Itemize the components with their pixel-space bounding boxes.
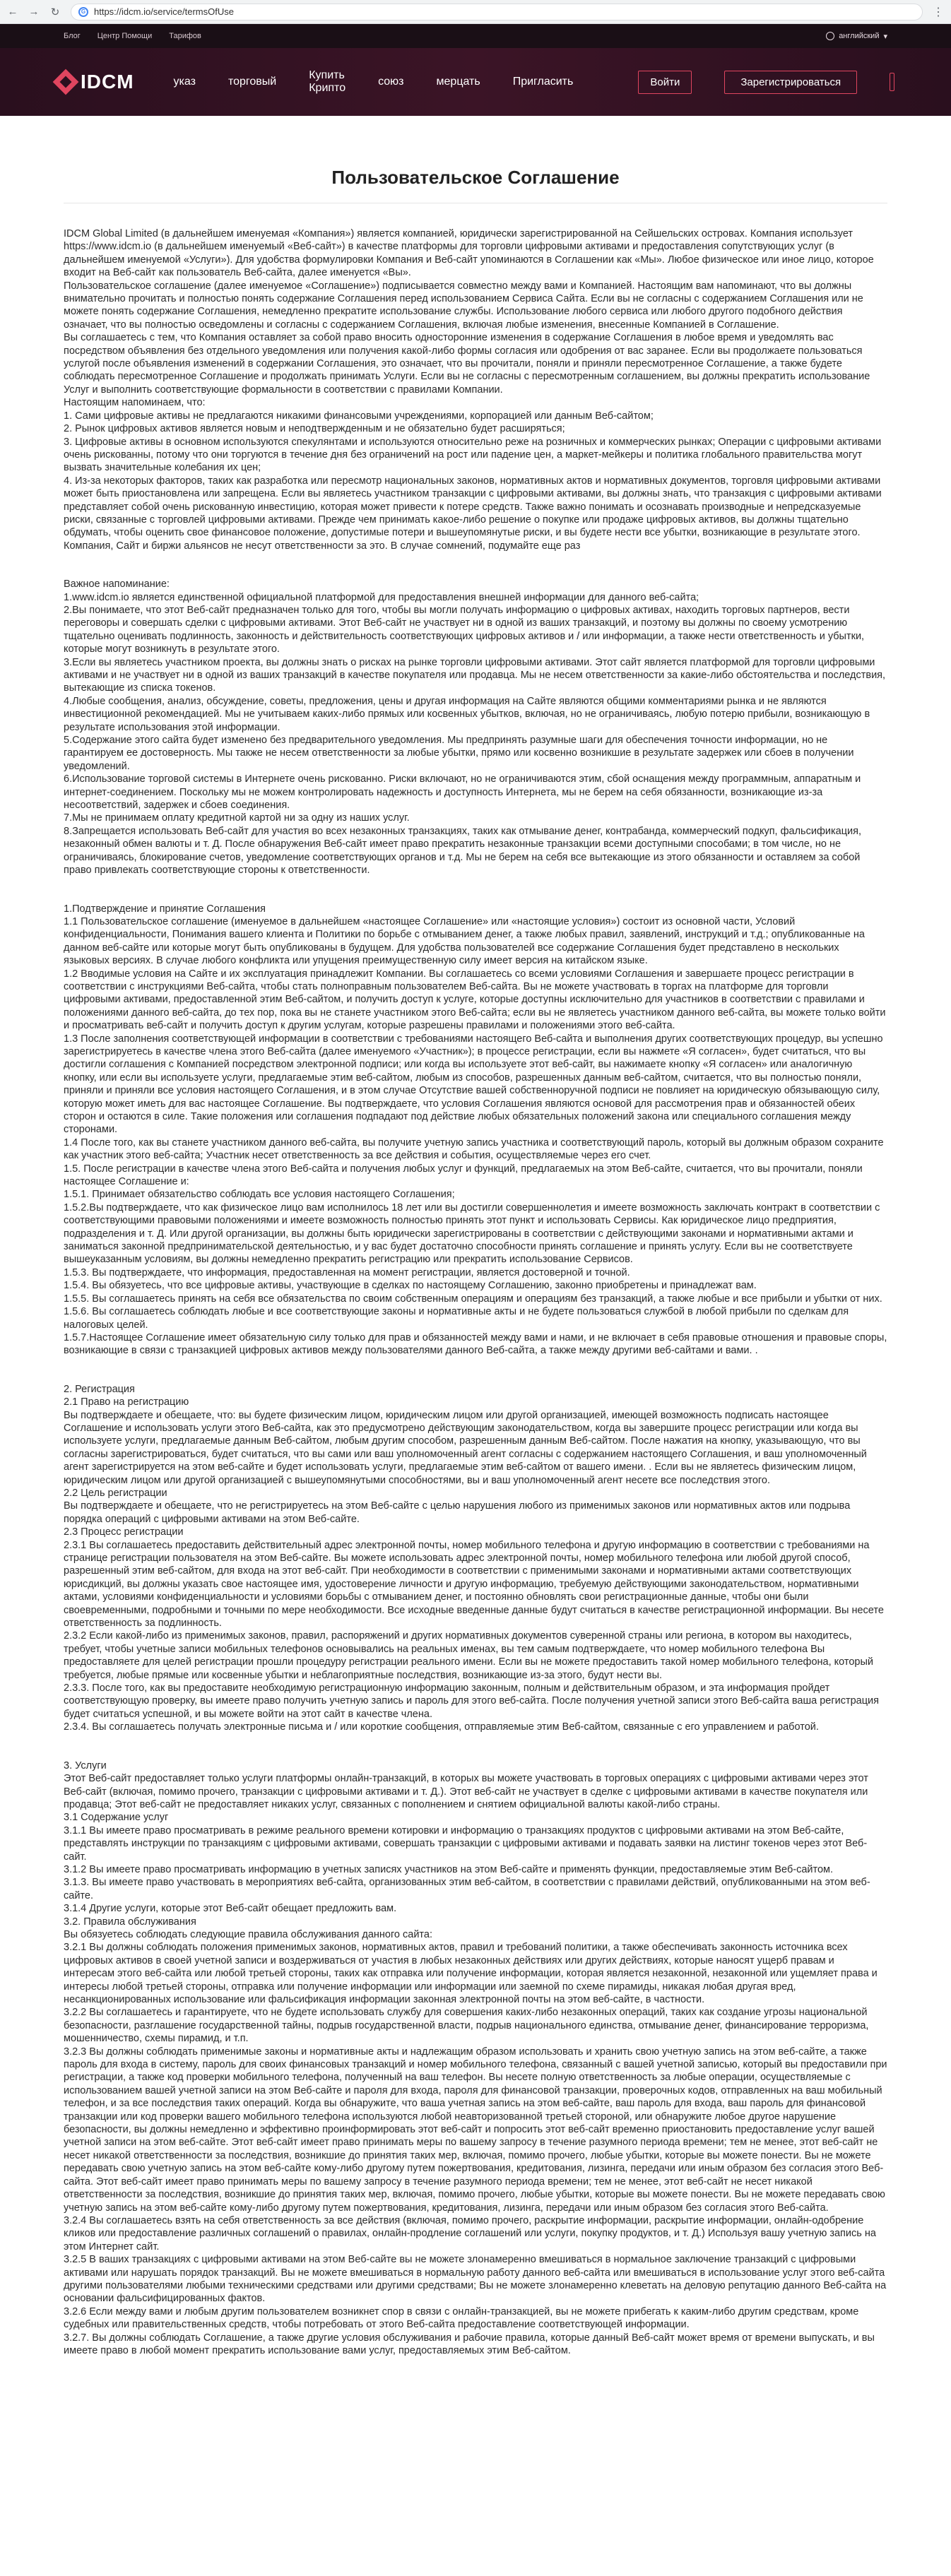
terms-paragraph: IDCM Global Limited (в дальнейшем именуемая «Компания») является компанией, юридически зарегистрированной на Сейшельских островах. Компания использует https://www.idcm.io (в дальнейшем именуемый «Веб-сайт») в качестве платформы для торговли цифровыми активами и предоставления сопутствующих услуг (в дальнейшем именуемой «Услуги»). Для удобства формулировки Компания и Веб-сайт упоминаются в Соглашении как «Мы». Любое физическое или иное лицо, которое входит на Веб-сайт как пользователь Веб-сайта, далее именуется «Вы». (64, 228, 874, 279)
terms-paragraph: 4.Любые сообщения, анализ, обсуждение, советы, предложения, цены и другая информация на Сайте являются общими комментариями рынка и не являются инвестиционной рекомендацией. Мы не учитываем каких-либо прямых или косвенных убытков, включая, но не ограничиваясь, любую потерю прибыли, возникающую в результате использования этой информации. (64, 695, 870, 733)
terms-paragraph: Важное напоминание: (64, 578, 170, 590)
terms-paragraph: Этот Веб-сайт предоставляет только услуги платформы онлайн-транзакций, в которых вы можете участвовать в торговых операциях с цифровыми активами через этот Веб-сайт (включая, помимо прочего, транзакции с цифровыми активами и т. Д.). Этот веб-сайт не участвует в сделке с цифровыми активами в качестве покупателя или продавца; Этот веб-сайт не предоставляет никаких услуг, связанных с пополнением и снятием официальной валюты какой-либо страны. (64, 1773, 868, 1810)
page-title: Пользовательское Соглашение (64, 167, 887, 203)
terms-section (64, 578, 887, 877)
terms-paragraph: 3. Цифровые активы в основном используются спекулянтами и используются относительно реже на розничных и коммерческих рынках; Операции с цифровыми активами очень рискованны, потому что они торгуются в течение дня без ограничений на рост или падение цен, а маркет-мейкеры и политика глобального правительства могут вызвать значительные колебания их цен; (64, 436, 882, 474)
terms-paragraph: Вы соглашаетесь с тем, что Компания оставляет за собой право вносить односторонние изменения в содержание Соглашения в любое время и уведомлять вас посредством объявления без отдельного уведомления или получения какой-либо формы согласия или одобрения от вас заранее. Если вы продолжаете пользоваться услугой после объявления изменений в содержании Соглашения, это означает, что вы прочитали, поняли и приняли пересмотренное Соглашение, а также будете соблюдать пересмотренное Соглашение и продолжать принимать Услуги. Если вы не согласны с пересмотренным соглашением, вы должны прекратить использование Услуг и выполнить соответствующие формальности в соответствии с правилами Компании. (64, 332, 870, 396)
terms-content (0, 116, 951, 2357)
terms-paragraph: 2.2 Цель регистрации (64, 1487, 167, 1499)
terms-paragraph: 3.2.6 Если между вами и любым другим пользователем возникнет спор в связи с онлайн-транзакцией, вы не можете прибегать к каким-либо другим средствам, кроме судебных или правительственных средств, чтобы потребовать от этого Веб-сайта предоставление соответствующей информации. (64, 2305, 859, 2331)
language-label: английский (839, 32, 880, 40)
nav-item-buy-crypto[interactable]: Купить Крипто (309, 69, 346, 94)
terms-section (64, 903, 887, 1358)
terms-paragraph: 3.1.4 Другие услуги, которые этот Веб-сайт обещает предложить вам. (64, 1903, 397, 1915)
terms-paragraph: Настоящим напоминаем, что: (64, 397, 206, 409)
terms-paragraph: 1.5.6. Вы соглашаетесь соблюдать любые и все соответствующие законы и нормативные акты и не будете пользоваться службой в любой прибыли по сделкам для налоговых целей. (64, 1306, 849, 1331)
terms-sections (64, 227, 887, 2357)
terms-paragraph: 1.2 Вводимые условия на Сайте и их эксплуатация принадлежит Компании. Вы соглашаетесь со всеми условиями Соглашения и завершаете процесс регистрации в соответствии с инструкциями Веб-сайта, чтобы стать полноправным пользователем Веб-сайта. Вы не можете участвовать в торгах на платформе для торговли цифровыми активами, предоставленной этим Веб-сайтом, и получить доступ к услуге, которые доступны исключительно для участников в соответствии с правилами и положениями данного веб-сайта, до тех пор, пока вы не станете участником этого Веб-сайта; если вы не являетесь участником данного веб-сайта, вы можете только войти и просматривать веб-сайт и получить доступ к другим услугам, которые разрешены правилами и положениями этого веб-сайта. (64, 968, 886, 1032)
language-selector[interactable] (826, 32, 887, 41)
terms-paragraph: 8.Запрещается использовать Веб-сайт для участия во всех незаконных транзакциях, таких как отмывание денег, контрабанда, коммерческий подкуп, фальсификация, незаконный обмен валюты и т. Д. После обнаружения Веб-сайт имеет право прекратить незаконные транзакции всеми доступными способами; в том числе, но не ограничиваясь, блокирование счетов, уведомление соответствующих органов и т.д. Мы не берем на себя все вытекающие из этого обязанности и оставляем за собой право привлекать соответствующие стороны к ответственности. (64, 825, 862, 877)
terms-paragraph: Пользовательское соглашение (далее именуемое «Соглашение») подписывается совместно между вами и Компанией. Настоящим вам напоминают, что вы должны внимательно прочитать и полностью понять содержание Соглашения перед использованием Сервиса Сайта. Если вы не согласны с содержанием Соглашения или не можете понять содержание Соглашения, немедленно прекратите использование службы. Использование любого сервиса или любого другого подобного действия означает, что вы полностью осведомлены и согласны с содержанием Соглашения, включая любые изменения, внесенные Компанией в Соглашение. (64, 280, 863, 331)
globe-icon (826, 32, 834, 40)
terms-paragraph: 1.5.2.Вы подтверждаете, что как физическое лицо вам исполнилось 18 лет или вы достигли совершеннолетия и имеете возможность заключать контракт в соответствии с соответствующими правовыми положениями и имеете возможность полностью принять этот пункт и использовать Сервисы. Как юридическое лицо предприятия, подразделения и т. Д. Или другой организации, вы должны быть юридически зарегистрированы в соответствии с действующими законами и нормативными актами и заниматься законной предпринимательской деятельностью, и у вас будет достаточно способности принять соглашение и принять услугу. Если вы не соответствуете вышеуказанным условиям, вы должны немедленно прекратить регистрацию или прекратить использование Сервисов. (64, 1201, 880, 1266)
address-bar[interactable] (71, 4, 923, 20)
terms-paragraph: 2. Регистрация (64, 1383, 135, 1395)
login-button[interactable]: Войти (638, 71, 692, 94)
terms-paragraph: 3.2.1 Вы должны соблюдать положения применимых законов, нормативных актов, правил и требований политики, а также обеспечивать законность источника всех цифровых активов в своей учетной записи и воздерживаться от участия в любых незаконных действиях или других действиях, которые наносят ущерб правам и интересам этого веб-сайта или любой третьей стороны, таких как отправка или получение информации, которая является незаконной, незаконной или ущемляет права и интересы любой третьей стороны, отправка или получение информации или информации или заемной по схеме пирамиды, никакая любая другая вред, несанкционированных использование или фальсификация информации законная электронной почты на этом веб-сайте, в частности. (64, 1942, 878, 2005)
logo-text: IDCM (81, 71, 134, 93)
terms-paragraph: 3.1.1 Вы имеете право просматривать в режиме реального времени котировки и информацию о транзакциях продуктов с цифровыми активами на этом Веб-сайте, представлять инструкции по транзакциям с цифровыми активами, совершать транзакции с цифровыми активами и подавать заявки на листинг токенов через этот Веб-сайт. (64, 1824, 868, 1863)
terms-paragraph: 6.Использование торговой системы в Интернете очень рискованно. Риски включают, но не ограничиваются этим, сбой оснащения между программным, аппаратным и интернет-соединением. Поскольку мы не можем контролировать надежность и доступность Интернета, мы не берем на себя обязанности, возникающие из-за несоответствий, задержек и сбоев соединения. (64, 773, 861, 812)
toplink-blog[interactable]: Блог (64, 32, 81, 40)
terms-paragraph: 3. Услуги (64, 1759, 107, 1771)
terms-paragraph: 1. Сами цифровые активы не предлагаются никакими финансовыми учреждениями, корпорацией или данным Веб-сайтом; (64, 410, 654, 422)
terms-paragraph: 2.3.1 Вы соглашаетесь предоставить действительный адрес электронной почты, номер мобильного телефона и другую информацию в соответствии с требованиями на странице регистрации пользователя на этом Веб-сайте. Вы можете использовать адрес электронной почты, номер мобильного телефона или любой другой способ, разрешенный этим веб-сайтом, для входа на этот веб-сайт. При необходимости в соответствии с применимыми законами и нормативными актами соответствующих юрисдикций, вы должны указать свое настоящее имя, удостоверение личности и другую информацию, требуемую действующими законодательством, нормативными актами, условиями конфиденциальности и условиями борьбы с отмыванием денег, и постоянно обновлять свои регистрационные данные, чтобы они были своевременными, подробными и точными по мере необходимости. Все исходные введенные данные будут считаться в качестве регистрационной информации. Вы несете ответственность за подлинность. (64, 1539, 884, 1630)
browser-menu-icon[interactable]: ⋮ (933, 6, 944, 18)
terms-paragraph: 1.Подтверждение и принятие Соглашения (64, 903, 266, 915)
terms-paragraph: 3.1 Содержание услуг (64, 1812, 169, 1824)
terms-paragraph: 4. Из-за некоторых факторов, таких как разработка или пересмотр национальных законов, нормативных актов и нормативных документов, торговля цифровыми активами может быть приостановлена или запрещена. Если вы являетесь участником транзакции с цифровыми активами, вы должны знать, что транзакция с цифровыми активами представляет собой очень рискованную инвестицию, которая может привести к потере средств. Также важно понимать и осознавать производные и непредсказуемые риски, связанные с торговлей цифровыми активами. Прежде чем принимать какое-либо решение о покупке или продаже цифровых активов, вы должны тщательно обдумать, чтобы оценить свое финансовое положение, допустимые потери и вышеупомянутые риски, и вы будете нести все убытки, возникающие в результате этого. Компания, Сайт и биржи альянсов не несут ответственности за это. В случае сомнений, подумайте еще раз (64, 475, 882, 552)
terms-paragraph: 1.5. После регистрации в качестве члена этого Веб-сайта и получения любых услуг и функций, предлагаемых на этом Веб-сайте, считается, что вы прочитали, поняли настоящее Соглашение и: (64, 1163, 863, 1188)
toplink-fees[interactable]: Тарифов (169, 32, 201, 40)
terms-paragraph: 3.2.7. Вы должны соблюдать Соглашение, а также другие условия обслуживания и рабочие правила, которые данный Веб-сайт может время от времени выпускать, и вы имеете право в любой момент прекратить использование вами услуг, предоставляемых этим Веб-сайтом. (64, 2332, 875, 2356)
toplink-help-center[interactable]: Центр Помощи (97, 32, 153, 40)
terms-paragraph: 2.3.3. После того, как вы предоставите необходимую регистрационную информацию законным, полным и действительным образом, и эта информация пройдет соответствующую проверку, вы имеете право получить учетную запись и пароль для этого веб-сайта. После получения учетной записи этого Веб-сайта ваша регистрация будет считаться успешной, и вы можете войти на этот сайт в качестве члена. (64, 1682, 879, 1720)
nav-item-invite[interactable]: Пригласить (512, 76, 574, 88)
terms-paragraph: 1.5.3. Вы подтверждаете, что информация, предоставленная на момент регистрации, является достоверной и точной. (64, 1266, 630, 1278)
top-links-bar (0, 24, 951, 48)
terms-paragraph: 7.Мы не принимаем оплату кредитной картой ни за одну из наших услуг. (64, 812, 410, 824)
logo-icon (53, 69, 79, 95)
terms-paragraph: 2.3.4. Вы соглашаетесь получать электронные письма и / или короткие сообщения, отправляемые этим Веб-сайтом, связанные с его управлением и работой. (64, 1721, 819, 1733)
register-button[interactable]: Зарегистрироваться (724, 71, 857, 94)
browser-bar (0, 0, 951, 24)
terms-paragraph: 5.Содержание этого сайта будет изменено без предварительного уведомления. Мы предпринять разумные шаги для обеспечения точности информации, но не гарантируем ее достоверность. Мы также не несем ответственности за любые убытки, прямо или косвенно возникшие в результате задержек или сбоев в получении уведомлений. (64, 735, 854, 772)
terms-paragraph: 3.1.2 Вы имеете право просматривать информацию в учетных записях участников на этом Веб-сайте и применять функции, предоставляемые этим Веб-сайтом. (64, 1863, 834, 1875)
terms-paragraph: 3.1.3. Вы имеете право участвовать в мероприятиях веб-сайта, организованных этим веб-сайтом, в соответствии с правилами действий, опубликованными на этом веб-сайте. (64, 1877, 870, 1901)
back-icon[interactable]: ← (7, 6, 18, 18)
terms-paragraph: 3.2.3 Вы должны соблюдать применимые законы и нормативные акты и надлежащим образом использовать и хранить свою учетную запись на этом веб-сайте, а также пароль для входа в систему, пароль для своих финансовых транзакций и номер мобильного телефона, связанный с вашей учетной записью, который вы предоставили при регистрации, а также код проверки мобильного телефона, полученный на ваш телефон. Вы несете полную ответственность за любые операции, осуществляемые с использованием вашей учетной записи на этом Веб-сайте и пароля для входа, пароля для финансовой транзакции, проверочных кодов, отправленных на ваш мобильный телефон, и за все последствия таких операций. Когда вы обнаружите, что ваша учетная запись на этом веб-сайте, ваш пароль для входа, ваш пароль для финансовой транзакции или код проверки вашего мобильного телефона используются любой неавторизованной третьей стороной, или обнаружите любое другое нарушение безопасности, вы должны немедленно и эффективно проинформировать этот веб-сайт и попросить этот веб-сайт временно приостановить предоставление услуг вашей учетной записи на этом веб-сайте. Этот веб-сайт имеет право принимать меры по вашему запросу в течение разумного периода времени; тем не менее, этот веб-сайт не несет никакой ответственности за последствия, возникшие до принятия таких мер, включая, помимо прочего, любые убытки, которые вы можете понести. Вы не можете передавать свою учетную запись на этом веб-сайте кому-либо другому путем пожертвования, кредитования, лизинга, передачи или иным образом без согласия этого Веб-сайта. Этот веб-сайт имеет право принимать меры по вашему запросу в течение разумного периода времени; тем не менее, этот веб-сайт не несет никакой ответственности за последствия, возникшие до принятия таких мер, включая, помимо прочего, любые убытки, которые вы можете понести. Вы не можете передавать свою учетную запись на этом веб-сайте кому-либо другому путем пожертвования, кредитования, лизинга, передачи или иным образом без согласия этого Веб-сайта. (64, 2046, 887, 2214)
terms-paragraph: 3.2.5 В ваших транзакциях с цифровыми активами на этом Веб-сайте вы не можете злонамеренно вмешиваться в нормальное заключение транзакций с цифровыми активами или нарушать порядок транзакций. Вы не можете вмешиваться в нормальную работу данного веб-сайта или вмешиваться в использование услуг этого веб-сайта другими пользователями любыми техническими средствами или другими средствами; Вы не можете злонамеренно клеветать на деловую репутацию данного Веб-сайта на основании фальсифицированных фактов. (64, 2254, 887, 2305)
terms-paragraph: 2.Вы понимаете, что этот Веб-сайт предназначен только для того, чтобы вы могли получать информацию о цифровых активах, находить торговых партнеров, вести переговоры и совершать сделки с цифровыми активами. Этот Веб-сайт не участвует ни в одной из ваших транзакций, и поэтому вы должны по своему усмотрению тщательно оценивать подлинность, законность и действительность соответствующих цифровых активов и / или информации, а также нести ответственность и убытки, которые могут возникнуть в результате этого. (64, 604, 865, 655)
nav-item-alliance[interactable]: союз (378, 76, 404, 88)
terms-paragraph: Вы подтверждаете и обещаете, что: вы будете физическим лицом, юридическим лицом или другой организацией, имеющей возможность подписать настоящее Соглашение и использовать услуги этого Веб-сайта, как это предусмотрено действующим законодательством, когда вы завершите процесс регистрации или когда вы используете услуги, предлагаемые данным Веб-сайтом, любым другим способом, разрешенным данным Веб-сайтом. После нажатия на кнопку, указывающую, что вы согласны зарегистрироваться, будет считаться, что вы сами или ваш уполномоченный агент согласны с содержанием настоящего Соглашения, и ваш уполномоченный агент зарегистрируется на этом веб-сайте и будет использовать услуги, предлагаемые этим веб-сайтом от вашего имени. . Если вы не являетесь физическим лицом, юридическим лицом или другой организацией с вышеупомянутыми способностями, вы и ваш уполномоченный агент несете все последствия этого. (64, 1409, 867, 1486)
forward-icon[interactable]: → (28, 6, 40, 18)
main-navigation (0, 48, 951, 116)
terms-paragraph: 1.1 Пользовательское соглашение (именуемое в дальнейшем «настоящее Соглашение» или «настоящие условия») состоит из основной части, Условий конфиденциальности, Понимания вашего клиента и Политики по борьбе с отмыванием денег, а также любых правил, заявлений, инструкций и т.д.; опубликованные на данном веб-сайте или которые могут быть опубликованы в будущем. Для удобства пользователей все содержание Соглашения будет представлено в нескольких языковых версиях. В случае любого конфликта или упущения преимущественную силу имеет версия на китайском языке. (64, 915, 865, 967)
terms-paragraph: 2.1 Право на регистрацию (64, 1396, 189, 1408)
nav-item-trading[interactable]: торговый (228, 76, 277, 88)
url-text: https://idcm.io/service/termsOfUse (94, 6, 234, 17)
terms-paragraph: 3.2. Правила обслуживания (64, 1916, 196, 1928)
terms-paragraph: 1.3 После заполнения соответствующей информации в соответствии с требованиями настоящего Веб-сайта и выполнения других соответствующих процедур, вы успешно зарегистрируетесь в качестве члена этого Веб-сайта (далее именуемого «Участник»); в процессе регистрации, если вы нажмете «Я согласен», будет считаться, что вы достигли соглашения с Компанией посредством электронной подписи; или когда вы используете этот веб-сайт, вы нажимаете кнопку «Я согласен» или аналогичную кнопку, или если вы используете услуги, предлагаемые этим веб-сайтом, любым из способов, разрешенных данным веб-сайтом, считается, что вы полностью поняли, приняли и приняли все условия настоящего Соглашения, и в этом случае Отсутствие вашей собственноручной подписи не повлияет на юридическую обязывающую силу, которую может иметь для вас настоящее Соглашение. Вы подтверждаете, что условия Соглашения являются основой для рассмотрения прав и обязанностей обеих сторон и остаются в силе. Такие положения или соглашения подпадают под действие любых обязательных положений закона или специального соглашения между сторонами. (64, 1033, 883, 1136)
terms-paragraph: 2.3.2 Если какой-либо из применимых законов, правил, распоряжений и других нормативных документов суверенной страны или региона, в котором вы находитесь, требует, чтобы учетные записи мобильных телефонов основывались на реальных именах, вы тем самым подтверждаете, что номер мобильного телефона Вы предоставляете для целей регистрации прошли процедуру регистрации реального имени. Если вы не можете предоставить такой номер мобильного телефона, который требуется, любые прямые или косвенные убытки и неблагоприятные последствия, возникающие из-за этого, будут нести вы. (64, 1630, 874, 1681)
terms-paragraph: 2.3 Процесс регистрации (64, 1526, 184, 1538)
terms-paragraph: 1.5.7.Настоящее Соглашение имеет обязательную силу только для прав и обязанностей между вами и нами, и не включает в себя правовые отношения и правовые споры, возникающие в связи с транзакцией цифровых активов между пользователями данного Веб-сайта, а также между другими веб-сайтами и вами. . (64, 1331, 887, 1357)
terms-section (64, 1383, 887, 1734)
logo[interactable] (57, 71, 134, 93)
nav-item-flash[interactable]: мерцать (436, 76, 480, 88)
caret-down-icon: ▾ (883, 32, 887, 41)
terms-paragraph: 1.www.idcm.io является единственной официальной платформой для предоставления внешней информации для данного веб-сайта; (64, 591, 699, 603)
google-icon: G (78, 7, 88, 17)
reload-icon[interactable]: ↻ (50, 6, 60, 18)
terms-paragraph: 3.Если вы являетесь участником проекта, вы должны знать о рисках на рынке торговли цифровыми активами. Этот сайт является платформой для торговли цифровыми активами и не участвует ни в одной из ваших транзакций в качестве покупателя или продавца. Мы не несем ответственности за какие-либо обстоятельства и последствия, вытекающие из списка токенов. (64, 656, 886, 694)
terms-paragraph: Вы подтверждаете и обещаете, что не регистрируетесь на этом Веб-сайте с целью нарушения любого из применимых законов или нормативных актов или подрыва порядка операций с цифровыми активами на этом Веб-сайте. (64, 1500, 851, 1525)
terms-paragraph: 2. Рынок цифровых активов является новым и неподтвержденным и не обязательно будет расширяться; (64, 423, 565, 435)
nav-item-index[interactable]: указ (173, 76, 196, 88)
terms-paragraph: 1.5.4. Вы обязуетесь, что все цифровые активы, участвующие в сделках по настоящему Соглашению, законно приобретены и принадлежат вам. (64, 1280, 757, 1292)
terms-section (64, 1759, 887, 2358)
terms-paragraph: 3.2.2 Вы соглашаетесь и гарантируете, что не будете использовать службу для совершения каких-либо незаконных операций, таких как создание угрозы национальной безопасности, разглашение государственной тайны, подрыв государственной власти, подрыв национального единства, отмывание денег, финансирование терроризма, мошенничество, схемы пирамид, и т.п. (64, 2007, 869, 2045)
terms-paragraph: Вы обязуетесь соблюдать следующие правила обслуживания данного сайта: (64, 1928, 433, 1940)
terms-paragraph: 1.4 После того, как вы станете участником данного веб-сайта, вы получите учетную запись участника и соответствующий пароль, который вы должным образом сохраните как участник этого веб-сайта; Участник несет ответственность за все действия и события, осуществляемые через его счет. (64, 1136, 884, 1162)
app-download-button[interactable] (890, 73, 894, 91)
terms-paragraph: 3.2.4 Вы соглашаетесь взять на себя ответственность за все действия (включая, помимо прочего, раскрытие информации, раскрытие информации, онлайн-одобрение кликов или предоставление различных соглашений о правилах, онлайн-продление соглашений или услуги, покупку продуктов, и т. Д.) Используя вашу учетную запись на этом Интернет сайт. (64, 2214, 876, 2252)
terms-paragraph: 1.5.5. Вы соглашаетесь принять на себя все обязательства по своим собственным операциям и операциям без транзакций, а также любые и все прибыли и убытки от них. (64, 1293, 882, 1305)
terms-paragraph: 1.5.1. Принимает обязательство соблюдать все условия настоящего Соглашения; (64, 1189, 455, 1201)
terms-section (64, 227, 887, 552)
